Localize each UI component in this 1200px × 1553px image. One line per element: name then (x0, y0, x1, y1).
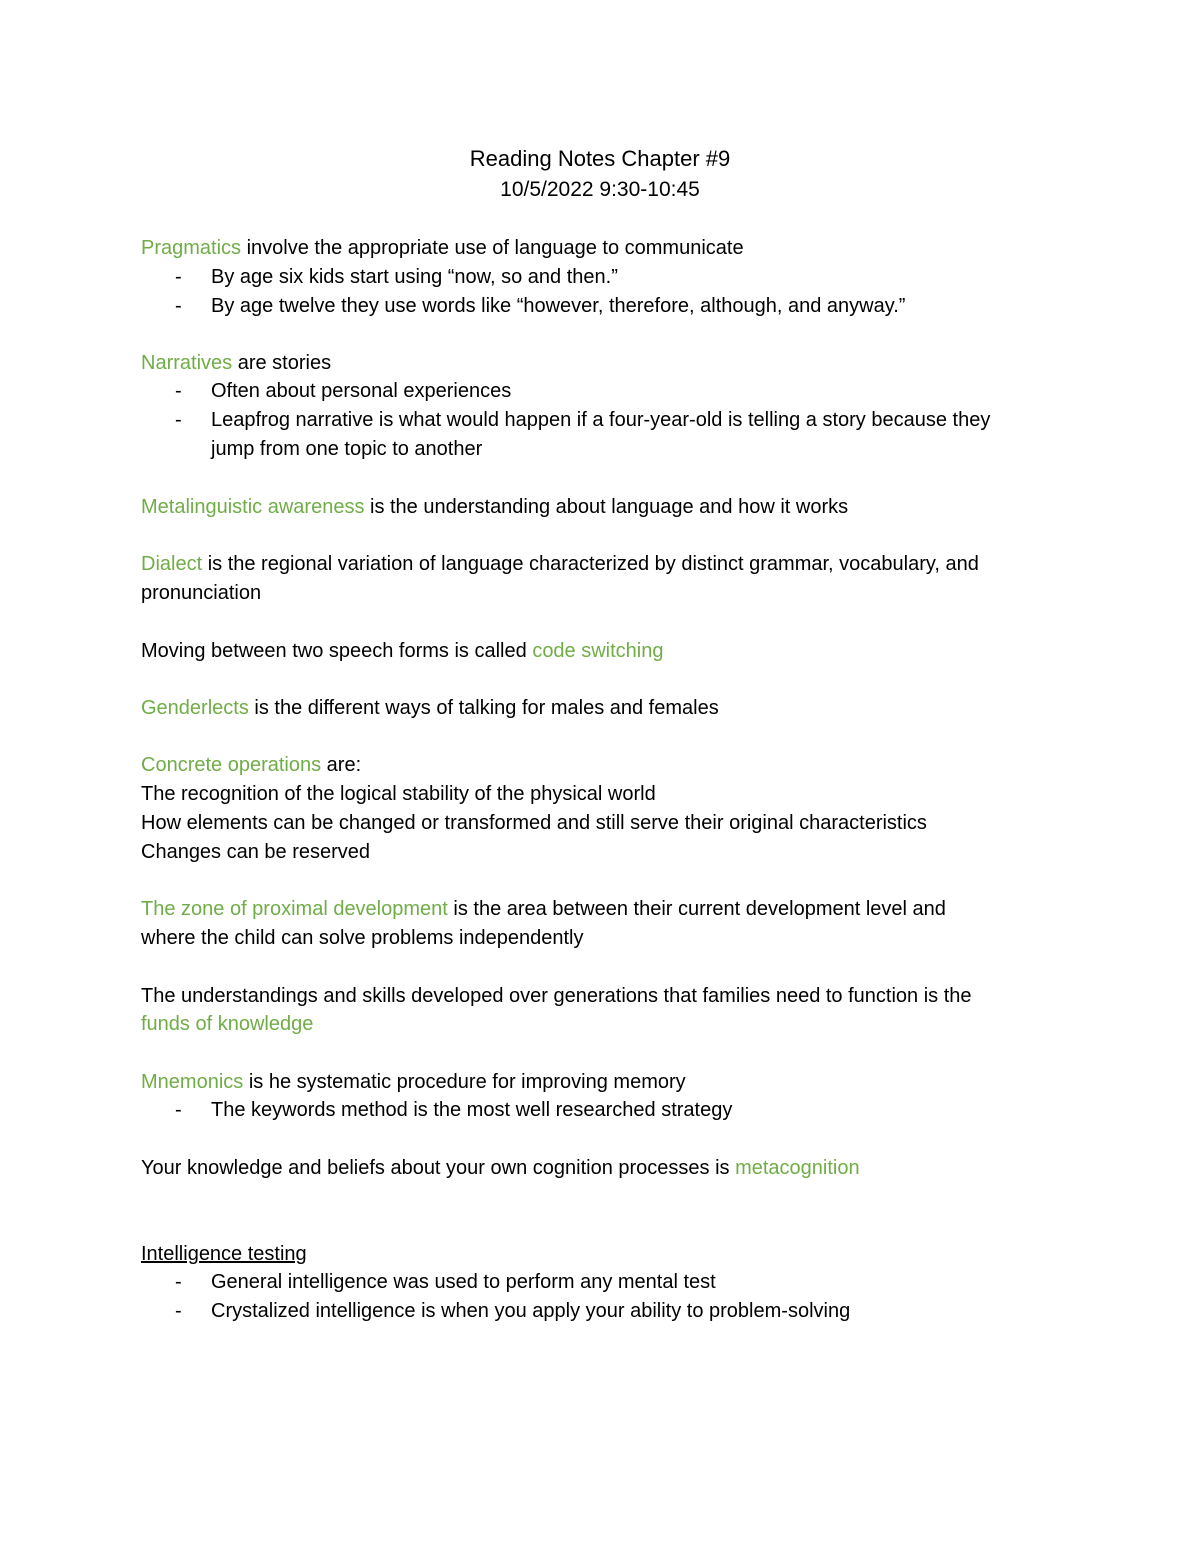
term-funds-of-knowledge: funds of knowledge (141, 1013, 314, 1035)
mnemonics-bullet-1: The keywords method is the most well researched strategy (211, 1099, 733, 1121)
pragmatics-line (141, 234, 744, 262)
concrete-line-2: How elements can be changed or transformed and still serve their original characteristics (141, 812, 927, 834)
metalinguistic-definition: is the understanding about language and how it works (364, 496, 849, 518)
zpd-line (141, 895, 946, 923)
metacognition-line (141, 1154, 860, 1182)
term-pragmatics: Pragmatics (141, 237, 242, 259)
page-title: Reading Notes Chapter #9 (469, 146, 731, 171)
dialect-line-2: pronunciation (141, 582, 262, 604)
concrete-line-1: The recognition of the logical stability of the physical world (141, 783, 656, 805)
zpd-definition: is the area between their current development level and (447, 898, 946, 920)
genderlects-line (141, 694, 719, 722)
term-metacognition: metacognition (735, 1157, 860, 1179)
bullet-marker: - (175, 266, 182, 288)
bullet-marker: - (175, 1300, 182, 1322)
bullet-marker: - (175, 1099, 182, 1121)
metacognition-text: Your knowledge and beliefs about your own cognition processes is (141, 1157, 736, 1179)
code-switching-line (141, 637, 664, 665)
term-code-switching: code switching (532, 640, 664, 662)
narratives-line (141, 349, 331, 377)
narratives-bullet-2-cont: jump from one topic to another (211, 438, 483, 460)
intelligence-heading: Intelligence testing (141, 1243, 307, 1265)
genderlects-definition: is the different ways of talking for males and females (248, 697, 719, 719)
pragmatics-definition: involve the appropriate use of language to communicate (241, 237, 744, 259)
funds-line: The understandings and skills developed over generations that families need to function is the (141, 985, 972, 1007)
intelligence-bullet-1: General intelligence was used to perform any mental test (211, 1271, 716, 1293)
term-narratives: Narratives (141, 352, 233, 374)
narratives-definition: are stories (232, 352, 332, 374)
metalinguistic-line (141, 493, 848, 521)
term-genderlects: Genderlects (141, 697, 249, 719)
pragmatics-bullet-2: By age twelve they use words like “however, therefore, although, and anyway.” (211, 295, 906, 317)
code-switching-text: Moving between two speech forms is called (141, 640, 533, 662)
zpd-line-2: where the child can solve problems independently (141, 927, 584, 949)
mnemonics-line (141, 1068, 686, 1096)
bullet-marker: - (175, 295, 182, 317)
intelligence-bullet-2: Crystalized intelligence is when you apply your ability to problem-solving (211, 1300, 851, 1322)
pragmatics-bullet-1: By age six kids start using “now, so and then.” (211, 266, 618, 288)
concrete-operations-line (141, 751, 361, 779)
mnemonics-definition: is he systematic procedure for improving memory (243, 1071, 686, 1093)
date-time: 10/5/2022 9:30-10:45 (500, 178, 700, 201)
dialect-line (141, 550, 979, 578)
narratives-bullet-1: Often about personal experiences (211, 380, 512, 402)
term-concrete-operations: Concrete operations (141, 754, 322, 776)
concrete-line-3: Changes can be reserved (141, 841, 371, 863)
bullet-marker: - (175, 1271, 182, 1293)
term-mnemonics: Mnemonics (141, 1071, 244, 1093)
dialect-definition: is the regional variation of language characterized by distinct grammar, vocabulary, and (202, 553, 979, 575)
term-zone-of-proximal-development: The zone of proximal development (141, 898, 448, 920)
term-metalinguistic-awareness: Metalinguistic awareness (141, 496, 365, 518)
bullet-marker: - (175, 380, 182, 402)
term-dialect: Dialect (141, 553, 203, 575)
bullet-marker: - (175, 409, 182, 431)
narratives-bullet-2: Leapfrog narrative is what would happen if a four-year-old is telling a story because they (211, 409, 991, 431)
concrete-operations-suffix: are: (321, 754, 362, 776)
